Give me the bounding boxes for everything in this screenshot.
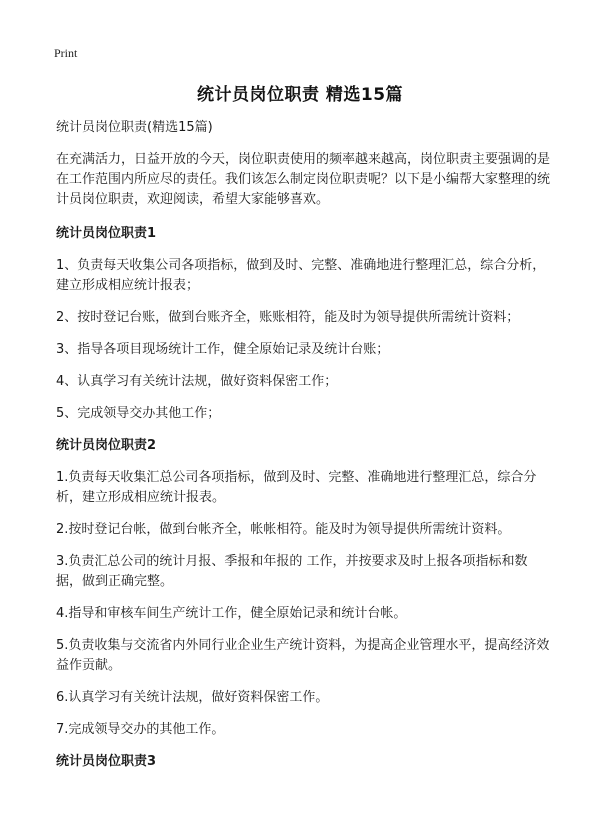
document-title: 统计员岗位职责 精选15篇 [196,85,404,105]
section-2 [56,436,550,740]
section-heading: 统计员岗位职责2 [56,438,157,453]
section-3 [56,752,550,772]
print-label: Print [54,46,78,60]
list-item: 5、完成领导交办其他工作； [56,406,221,421]
list-item: 3.负责汇总公司的统计月报、季报和年报的 工作，并按要求及时上报各项指标和数据，做到正确完整。 [56,554,528,589]
list-item: 5.负责收集与交流省内外同行业企业生产统计资料，为提高企业管理水平，提高经济效益作贡献。 [56,638,550,673]
list-item: 3、指导各项目现场统计工作，健全原始记录及统计台账； [56,342,390,357]
section-heading: 统计员岗位职责1 [56,226,157,241]
list-item: 2、按时登记台账，做到台账齐全，账账相符，能及时为领导提供所需统计资料； [56,310,520,325]
list-item: 4、认真学习有关统计法规，做好资料保密工作； [56,374,338,389]
list-item: 1、负责每天收集公司各项指标，做到及时、完整、准确地进行整理汇总，综合分析，建立形成相应统计报表； [56,258,546,293]
list-item: 1.负责每天收集汇总公司各项指标，做到及时、完整、准确地进行整理汇总，综合分析，建立形成相应统计报表。 [56,470,537,505]
section-1 [56,224,550,424]
section-heading: 统计员岗位职责3 [56,754,157,769]
intro-paragraph: 在充满活力，日益开放的今天，岗位职责使用的频率越来越高，岗位职责主要强调的是在工作范围内所应尽的责任。我们该怎么制定岗位职责呢？以下是小编帮大家整理的统计员岗位职责，欢迎阅读，希望大家能够喜欢。 [56,152,551,207]
list-item: 7.完成领导交办的其他工作。 [56,722,225,737]
list-item: 2.按时登记台帐，做到台帐齐全，帐帐相符。能及时为领导提供所需统计资料。 [56,522,511,537]
list-item: 6.认真学习有关统计法规，做好资料保密工作。 [56,690,329,705]
list-item: 4.指导和审核车间生产统计工作，健全原始记录和统计台帐。 [56,606,407,621]
document-subtitle: 统计员岗位职责(精选15篇) [56,120,213,135]
document-body [56,118,550,784]
